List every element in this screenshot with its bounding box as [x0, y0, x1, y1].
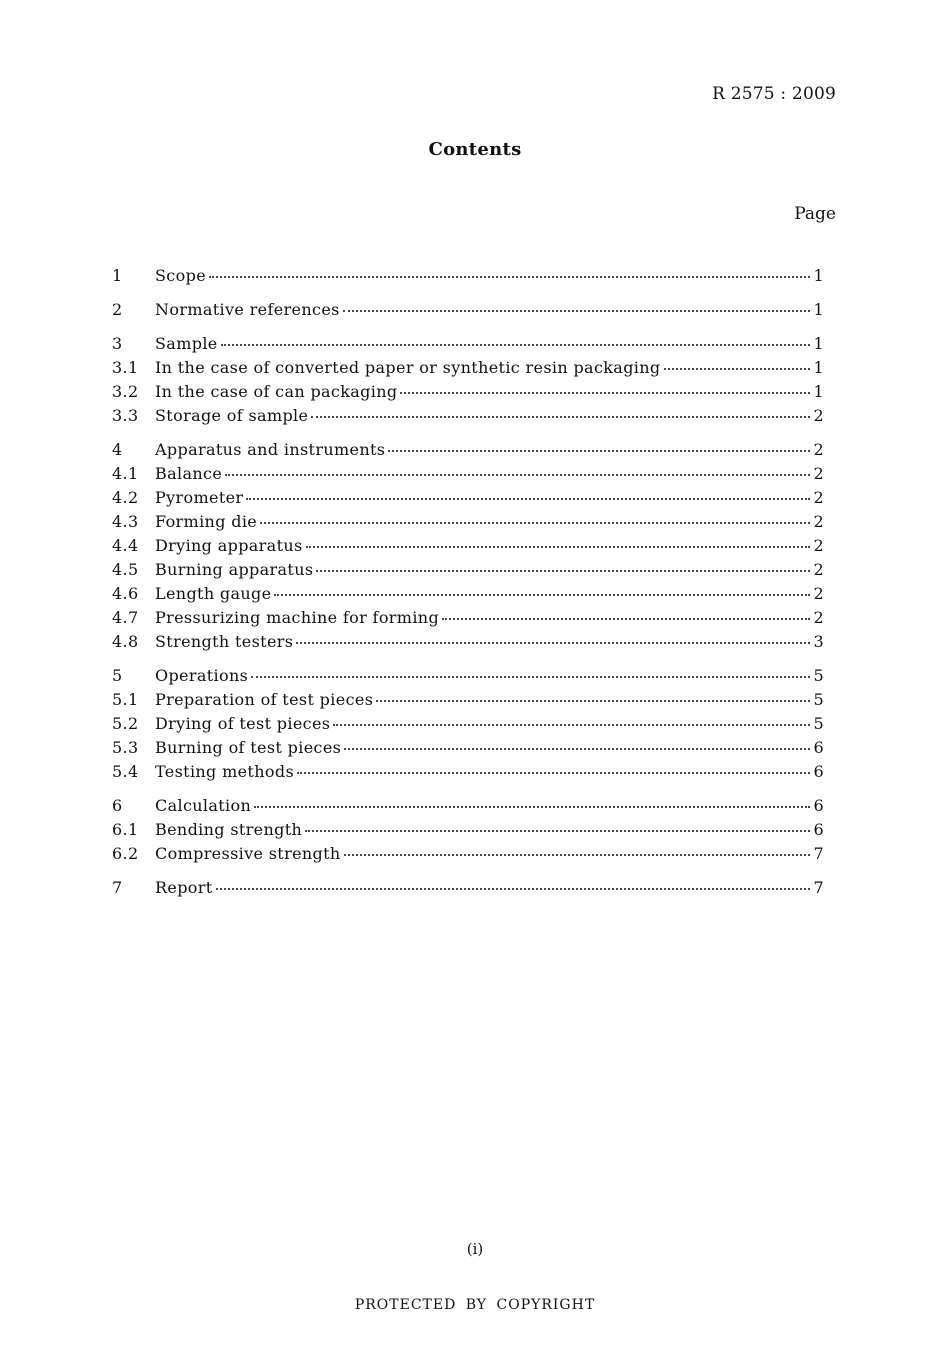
dot-leader [260, 521, 810, 524]
toc-entry-title: Scope [155, 266, 207, 285]
toc-entry-title: Testing methods [155, 762, 294, 781]
toc-entry-page: 6 [813, 796, 824, 815]
toc-entry-title: Operations [155, 666, 249, 685]
toc-entry-title: Preparation of test pieces [155, 690, 374, 709]
standard-number: R 2575 : 2009 [712, 84, 836, 104]
toc-entry-page: 1 [813, 358, 824, 377]
dot-leader [316, 569, 810, 572]
toc-entry[interactable] [112, 796, 824, 820]
toc-entry-number: 3.1 [112, 358, 139, 377]
dot-leader [333, 723, 810, 726]
toc-entry[interactable] [112, 334, 824, 358]
dot-leader [297, 771, 810, 774]
toc-entry-page: 2 [813, 488, 824, 507]
toc-entry-page: 6 [813, 738, 824, 757]
toc-entry-page: 1 [813, 300, 824, 319]
toc-entry[interactable] [112, 714, 824, 738]
toc-entry-number: 4.8 [112, 632, 139, 651]
toc-entry[interactable] [112, 464, 824, 488]
dot-leader [311, 415, 810, 418]
toc-entry-page: 1 [813, 334, 824, 353]
toc-entry-number: 6.2 [112, 844, 139, 863]
dot-leader [221, 343, 811, 346]
page-column-label: Page [794, 204, 836, 224]
toc-entry[interactable] [112, 358, 824, 382]
toc-entry-number: 3 [112, 334, 123, 353]
toc-entry-number: 5.4 [112, 762, 139, 781]
toc-entry-page: 2 [813, 406, 824, 425]
toc-entry-page: 6 [813, 762, 824, 781]
toc-entry-page: 1 [813, 382, 824, 401]
toc-entry-title: Pyrometer [155, 488, 244, 507]
dot-leader [305, 829, 810, 832]
toc-entry[interactable] [112, 406, 824, 430]
dot-leader [225, 473, 810, 476]
toc-entry-title: Storage of sample [155, 406, 309, 425]
dot-leader [251, 675, 810, 678]
dot-leader [296, 641, 810, 644]
toc-entry[interactable] [112, 440, 824, 464]
toc-entry-page: 5 [813, 666, 824, 685]
toc-entry-page: 1 [813, 266, 824, 285]
dot-leader [376, 699, 810, 702]
dot-leader [246, 497, 810, 500]
toc-group [112, 796, 824, 868]
dot-leader [209, 275, 810, 278]
toc-entry-number: 5 [112, 666, 123, 685]
toc-entry-page: 7 [813, 844, 824, 863]
toc-entry-number: 4.1 [112, 464, 139, 483]
toc-entry-number: 6.1 [112, 820, 139, 839]
toc-entry[interactable] [112, 738, 824, 762]
toc-entry-title: In the case of converted paper or synthetic resin packaging [155, 358, 661, 377]
toc-entry-title: In the case of can packaging [155, 382, 398, 401]
copyright-notice: PROTECTED BY COPYRIGHT [354, 1297, 596, 1313]
toc-entry-page: 2 [813, 536, 824, 555]
toc-group [112, 878, 824, 902]
toc-entry-number: 4.5 [112, 560, 139, 579]
toc-entry-number: 6 [112, 796, 123, 815]
dot-leader [442, 617, 810, 620]
dot-leader [254, 805, 810, 808]
toc-entry-page: 2 [813, 464, 824, 483]
toc-entry[interactable] [112, 762, 824, 786]
toc-entry-page: 7 [813, 878, 824, 897]
toc-entry-number: 4.6 [112, 584, 139, 603]
toc-group [112, 666, 824, 786]
toc-entry[interactable] [112, 878, 824, 902]
page-folio: (i) [466, 1240, 484, 1258]
toc-entry[interactable] [112, 560, 824, 584]
dot-leader [344, 747, 810, 750]
dot-leader [274, 593, 810, 596]
toc-entry-number: 4.2 [112, 488, 139, 507]
toc-entry[interactable] [112, 820, 824, 844]
toc-entry[interactable] [112, 512, 824, 536]
toc-entry-number: 3.3 [112, 406, 139, 425]
toc-entry-title: Report [155, 878, 213, 897]
toc-entry-page: 5 [813, 690, 824, 709]
toc-entry-title: Forming die [155, 512, 258, 531]
dot-leader [306, 545, 811, 548]
toc-entry-title: Strength testers [155, 632, 294, 651]
toc-entry-title: Normative references [155, 300, 340, 319]
toc-entry-number: 7 [112, 878, 123, 897]
toc-entry-number: 4.7 [112, 608, 139, 627]
toc-entry-page: 3 [813, 632, 824, 651]
toc-entry-title: Drying apparatus [155, 536, 303, 555]
toc-group [112, 266, 824, 290]
toc-entry-number: 4 [112, 440, 123, 459]
page-title: Contents [428, 139, 522, 160]
toc-entry-title: Burning apparatus [155, 560, 314, 579]
toc-entry-page: 2 [813, 608, 824, 627]
toc-entry-number: 5.3 [112, 738, 139, 757]
toc-entry[interactable] [112, 690, 824, 714]
toc-entry[interactable] [112, 536, 824, 560]
table-of-contents [112, 266, 824, 912]
toc-entry[interactable] [112, 608, 824, 632]
dot-leader [400, 391, 810, 394]
toc-entry-number: 4.3 [112, 512, 139, 531]
toc-entry-title: Burning of test pieces [155, 738, 342, 757]
toc-entry-number: 3.2 [112, 382, 139, 401]
toc-entry[interactable] [112, 266, 824, 290]
toc-group [112, 334, 824, 430]
toc-entry-number: 2 [112, 300, 123, 319]
toc-entry[interactable] [112, 666, 824, 690]
toc-entry-page: 2 [813, 584, 824, 603]
toc-entry-number: 5.2 [112, 714, 139, 733]
toc-entry[interactable] [112, 382, 824, 406]
toc-entry-page: 2 [813, 560, 824, 579]
toc-entry[interactable] [112, 584, 824, 608]
toc-entry-title: Pressurizing machine for forming [155, 608, 440, 627]
toc-entry-number: 5.1 [112, 690, 139, 709]
toc-entry-number: 1 [112, 266, 123, 285]
toc-entry-page: 6 [813, 820, 824, 839]
toc-entry-title: Balance [155, 464, 223, 483]
dot-leader [216, 887, 811, 890]
toc-entry[interactable] [112, 632, 824, 656]
toc-entry-title: Compressive strength [155, 844, 341, 863]
toc-entry-title: Length gauge [155, 584, 272, 603]
toc-group [112, 300, 824, 324]
dot-leader [388, 449, 810, 452]
toc-entry-page: 5 [813, 714, 824, 733]
toc-entry-number: 4.4 [112, 536, 139, 555]
dot-leader [664, 367, 811, 370]
toc-entry-title: Drying of test pieces [155, 714, 331, 733]
toc-entry-page: 2 [813, 512, 824, 531]
toc-entry-title: Bending strength [155, 820, 303, 839]
toc-entry-title: Apparatus and instruments [155, 440, 386, 459]
dot-leader [344, 853, 811, 856]
toc-entry-title: Sample [155, 334, 218, 353]
toc-entry-page: 2 [813, 440, 824, 459]
toc-group [112, 440, 824, 656]
dot-leader [343, 309, 811, 312]
toc-entry[interactable] [112, 844, 824, 868]
toc-entry[interactable] [112, 300, 824, 324]
toc-entry[interactable] [112, 488, 824, 512]
toc-entry-title: Calculation [155, 796, 252, 815]
